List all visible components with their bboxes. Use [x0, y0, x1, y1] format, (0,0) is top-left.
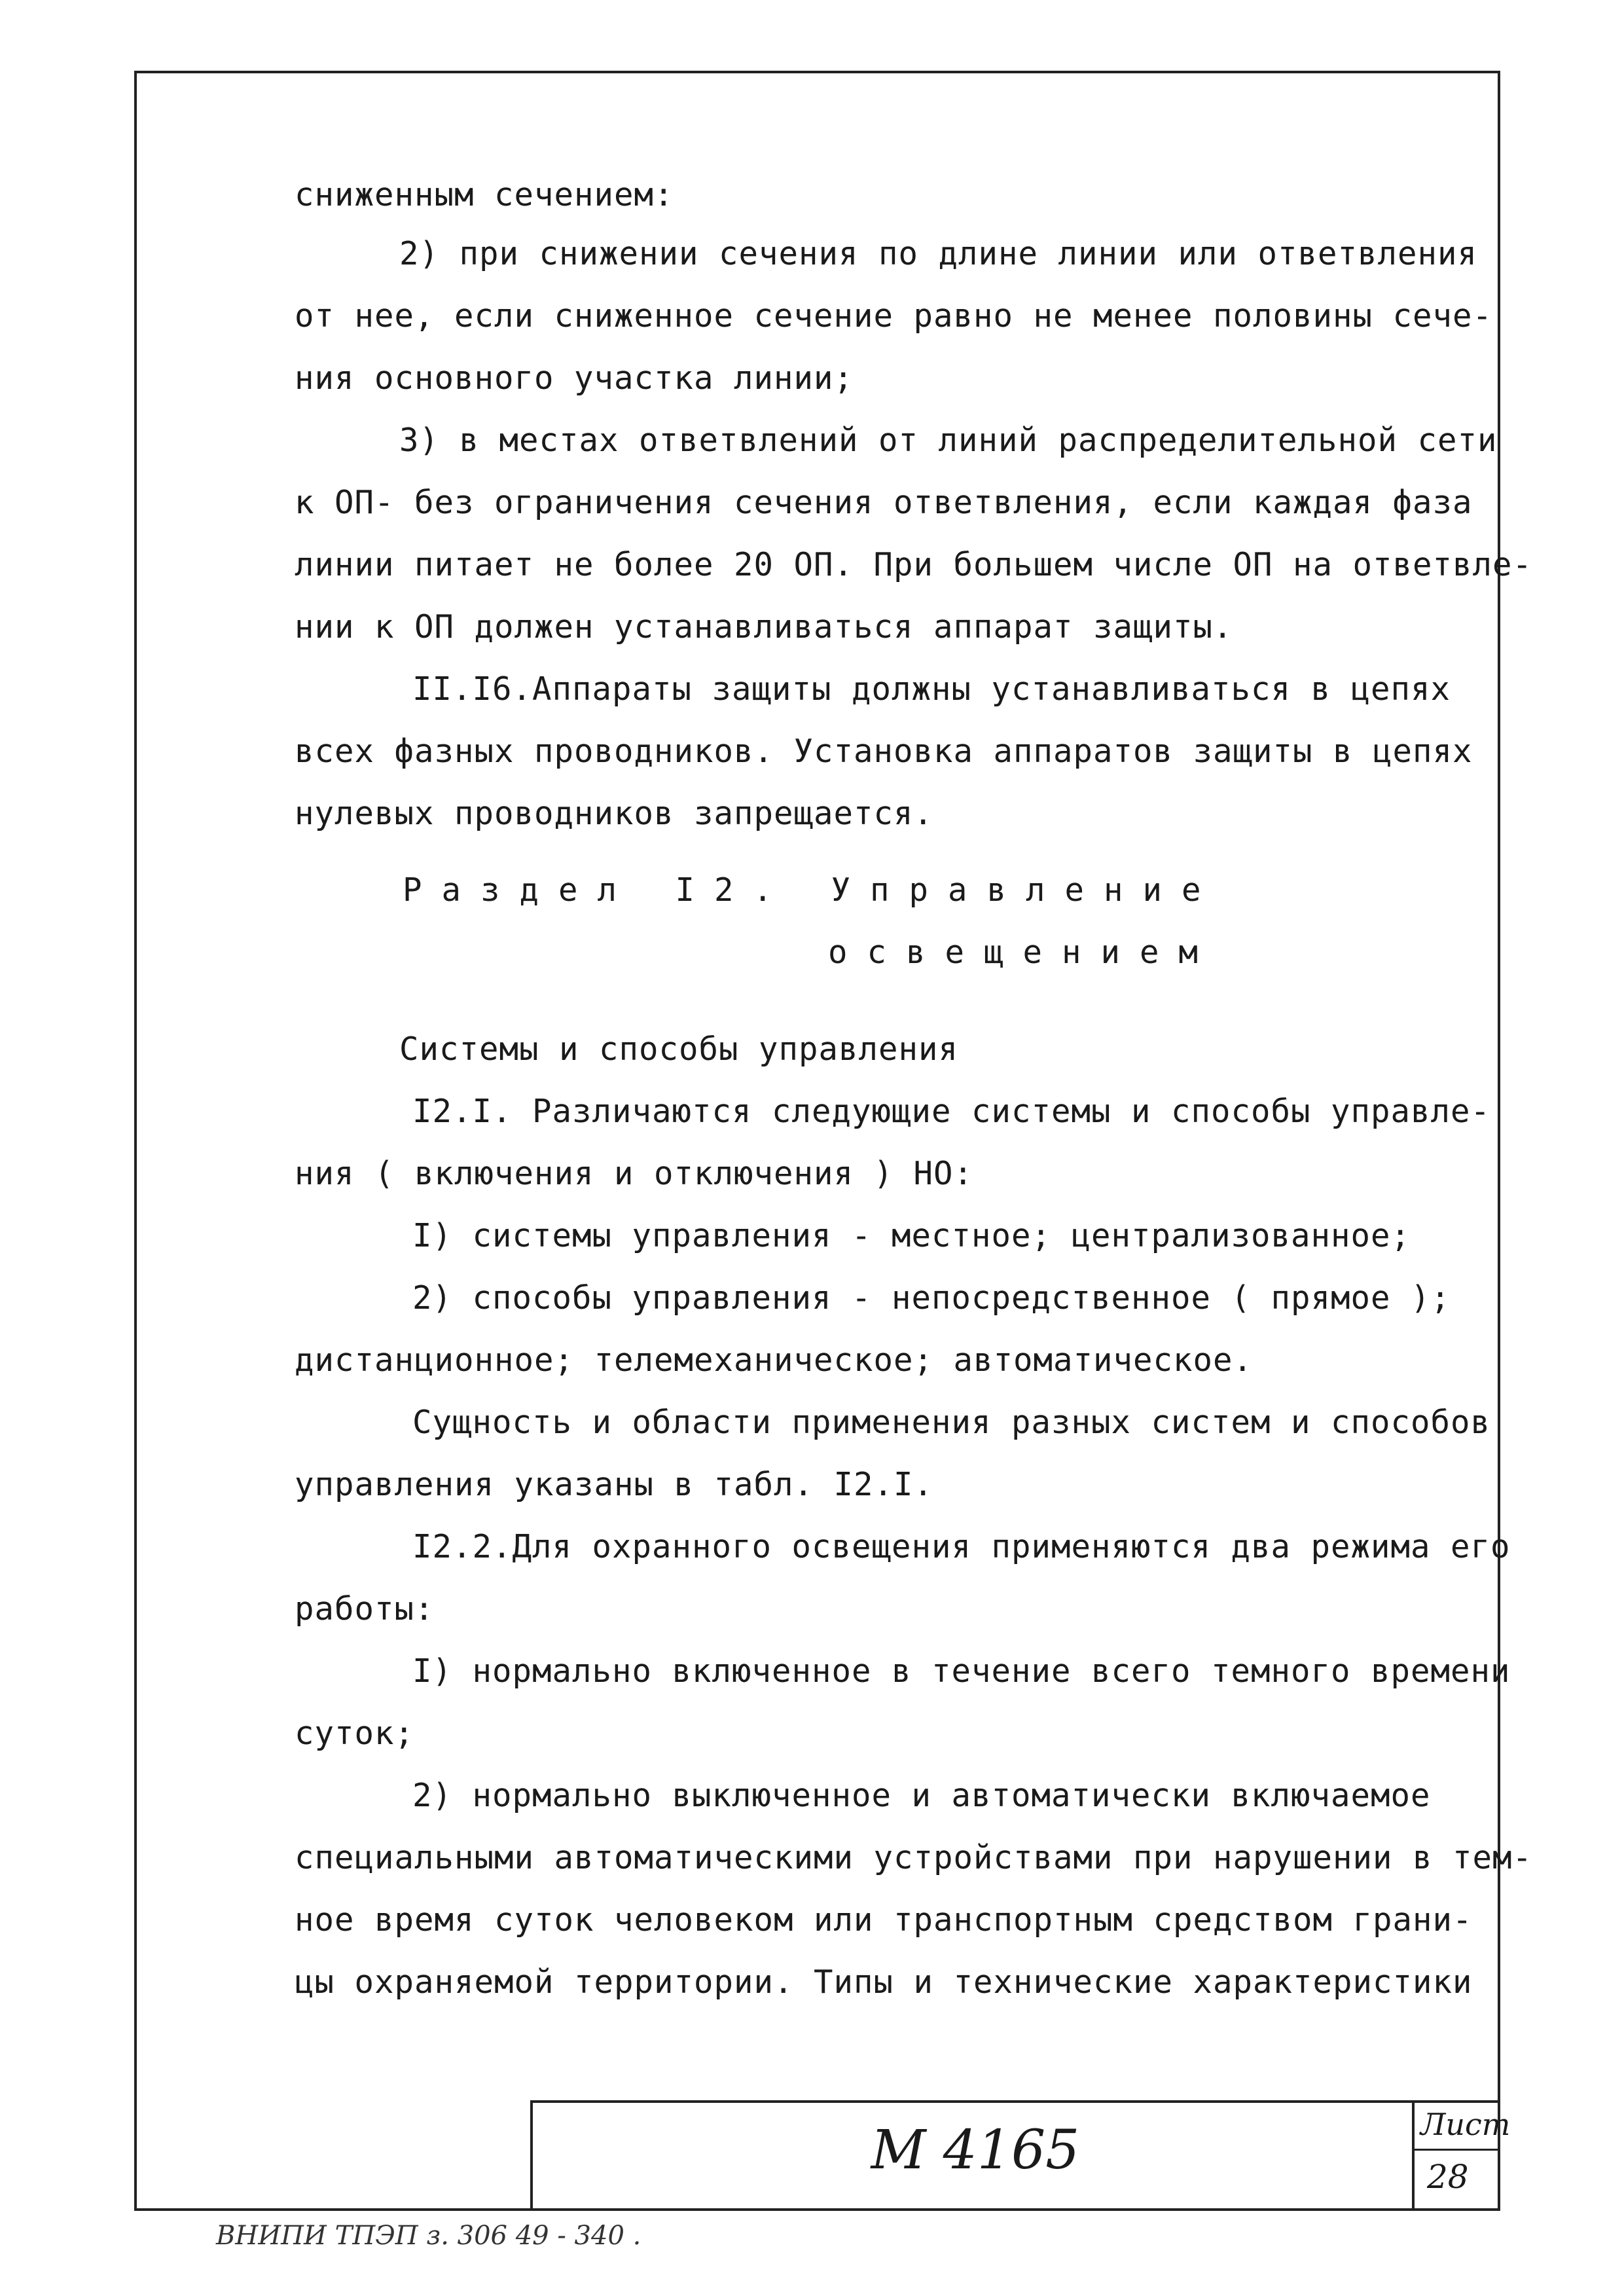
- text-line: работы:: [295, 1590, 435, 1628]
- text-line: 2) способы управления - непосредственное ( прямое );: [412, 1279, 1451, 1317]
- text-line: I2.2.Для охранного освещения применяются два режима его: [412, 1528, 1511, 1565]
- sheet-number: 28: [1427, 2158, 1469, 2196]
- text-line: линии питает не более 20 ОП. При большем числе ОП на ответвле-: [295, 546, 1533, 583]
- document-code: М 4165: [871, 2119, 1080, 2181]
- section-heading-line-2: освещением: [828, 934, 1218, 971]
- text-line: I) системы управления - местное; централизованное;: [412, 1217, 1411, 1254]
- text-line: нулевых проводников запрещается.: [295, 795, 934, 832]
- text-line: ния ( включения и отключения ) НО:: [295, 1155, 974, 1192]
- text-line: всех фазных проводников. Установка аппаратов защиты в цепях: [295, 733, 1473, 770]
- title-block-sheet-separator: [1412, 2149, 1498, 2151]
- subsection-title: Системы и способы управления: [399, 1030, 959, 1068]
- text-line: Сущность и области применения разных систем и способов: [412, 1404, 1491, 1441]
- page-frame-right: [1498, 71, 1500, 2208]
- text-line: сниженным сечением:: [295, 176, 674, 213]
- page-frame-left: [134, 71, 137, 2208]
- section-heading-line-1: Раздел I2. Управление: [403, 871, 1221, 909]
- footer-print-info: ВНИПИ ТПЭП з. 306 49 - 340 .: [216, 2221, 641, 2251]
- page-frame-top: [134, 71, 1500, 73]
- text-line: 2) нормально выключенное и автоматически включаемое: [412, 1777, 1431, 1814]
- text-line: от нее, если сниженное сечение равно не менее половины сече-: [295, 297, 1493, 335]
- sheet-label: Лист: [1420, 2107, 1511, 2142]
- text-line: ное время суток человеком или транспортным средством грани-: [295, 1901, 1473, 1939]
- text-line: специальными автоматическими устройствами при нарушении в тем-: [295, 1839, 1533, 1876]
- text-line: суток;: [295, 1715, 415, 1752]
- text-line: цы охраняемой территории. Типы и технические характеристики: [295, 1963, 1473, 2001]
- title-block-divider: [1412, 2100, 1415, 2208]
- text-line: нии к ОП должен устанавливаться аппарат защиты.: [295, 608, 1233, 646]
- text-line: управления указаны в табл. I2.I.: [295, 1466, 934, 1503]
- text-line: I2.I. Различаются следующие системы и способы управле-: [412, 1093, 1491, 1130]
- text-line: ния основного участка линии;: [295, 359, 854, 397]
- text-line: 3) в местах ответвлений от линий распределительной сети: [399, 422, 1498, 459]
- text-line: 2) при снижении сечения по длине линии или ответвления: [399, 235, 1478, 272]
- text-line: I) нормально включенное в течение всего темного времени: [412, 1652, 1511, 1690]
- text-line: дистанционное; телемеханическое; автоматическое.: [295, 1341, 1254, 1379]
- text-line: к ОП- без ограничения сечения ответвления, если каждая фаза: [295, 484, 1473, 521]
- text-line: II.I6.Аппараты защиты должны устанавливаться в цепях: [412, 670, 1451, 708]
